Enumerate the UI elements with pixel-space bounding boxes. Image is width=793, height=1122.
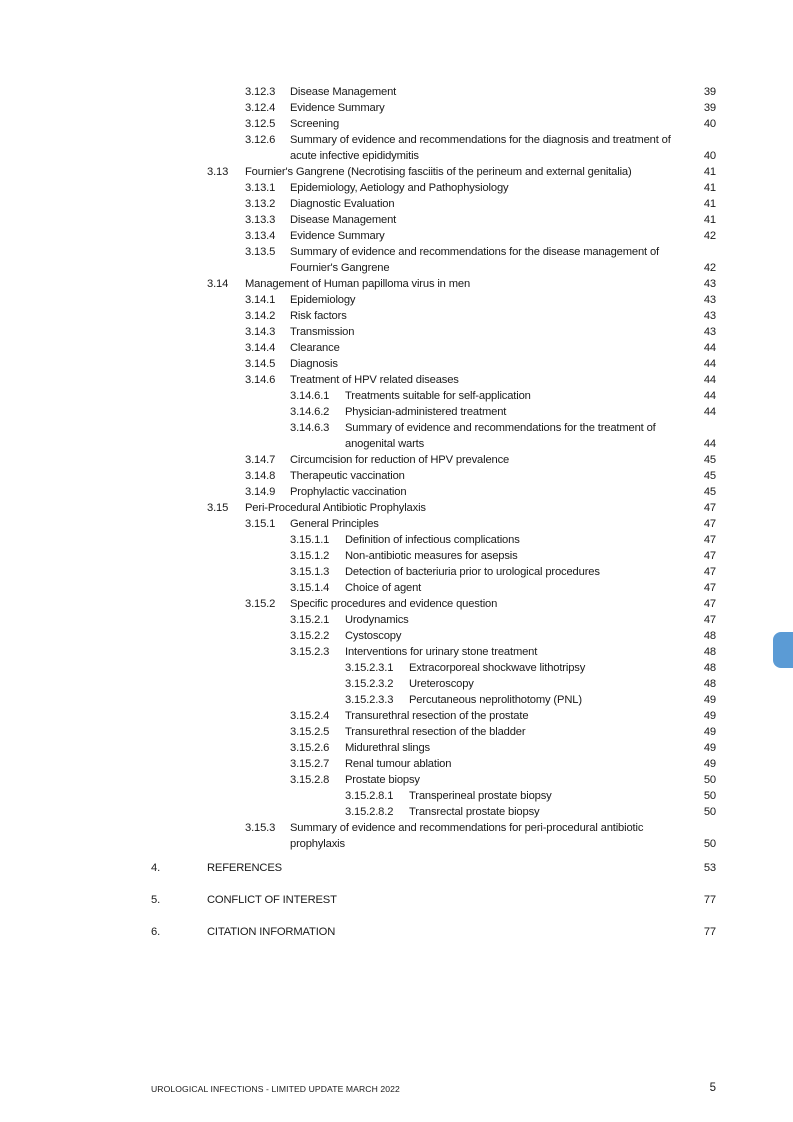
toc-entry-page: 41: [703, 198, 716, 210]
toc-entry-number: 3.15.2.8.2: [345, 806, 394, 818]
toc-entry-page: 44: [703, 374, 716, 386]
toc-entry[interactable]: [0, 196, 793, 212]
toc-entry-number: 3.14.1: [245, 294, 276, 306]
toc-entry-page: 41: [703, 182, 716, 194]
toc-entry[interactable]: [0, 884, 793, 916]
toc-entry[interactable]: [0, 628, 793, 644]
toc-entry-number: 3.14.8: [245, 470, 276, 482]
toc-entry[interactable]: [0, 516, 793, 532]
toc-entry-number: 3.15.2.5: [290, 726, 330, 738]
toc-entry[interactable]: [0, 388, 793, 404]
toc-entry-title: Diagnosis: [290, 358, 338, 370]
toc-entry-number: 3.15.1.1: [290, 534, 330, 546]
toc-entry-number: 3.13.5: [245, 246, 276, 258]
toc-entry[interactable]: [0, 724, 793, 740]
toc-entry-page: 77: [703, 926, 716, 938]
toc-entry-number: 3.15.1.4: [290, 582, 330, 594]
toc-entry-title: Risk factors: [290, 310, 347, 322]
toc-entry-title: Epidemiology, Aetiology and Pathophysiology: [290, 182, 509, 194]
toc-entry-number: 3.15.2.3.1: [345, 662, 394, 674]
toc-entry-title: Midurethral slings: [345, 742, 430, 754]
toc-entry-page: 48: [703, 646, 716, 658]
toc-entry-number: 3.14.4: [245, 342, 276, 354]
toc-entry-title: REFERENCES: [207, 862, 282, 874]
toc-entry-page: 47: [703, 518, 716, 530]
toc-entry-page: 44: [703, 390, 716, 402]
toc-entry-number: 3.14.5: [245, 358, 276, 370]
toc-entry-number: 3.15.2.6: [290, 742, 330, 754]
toc-entry-title: Percutaneous neprolithotomy (PNL): [409, 694, 582, 706]
toc-entry[interactable]: [0, 788, 793, 804]
toc-entry[interactable]: [0, 324, 793, 340]
toc-entry-page: 42: [703, 230, 716, 242]
toc-entry-number: 3.15.3: [245, 822, 276, 834]
toc-entry[interactable]: [0, 356, 793, 372]
toc-entry-title: Evidence Summary: [290, 230, 385, 242]
table-of-contents: [0, 84, 793, 948]
toc-entry-title: Prophylactic vaccination: [290, 486, 407, 498]
toc-entry-page: 41: [703, 166, 716, 178]
toc-entry[interactable]: [0, 756, 793, 772]
toc-entry[interactable]: [0, 916, 793, 948]
toc-entry-title: CONFLICT OF INTEREST: [207, 894, 337, 906]
toc-entry[interactable]: [0, 804, 793, 820]
toc-entry-page: 49: [703, 726, 716, 738]
toc-entry-number: 3.12.6: [245, 134, 276, 146]
toc-entry-number: 3.15.2.1: [290, 614, 330, 626]
toc-entry[interactable]: [0, 612, 793, 628]
toc-entry-title: Peri-Procedural Antibiotic Prophylaxis: [245, 502, 426, 514]
toc-entry[interactable]: [0, 548, 793, 564]
toc-entry-number: 3.15.2.8: [290, 774, 330, 786]
toc-entry-number: 3.13.1: [245, 182, 276, 194]
toc-entry-title: Disease Management: [290, 86, 397, 98]
toc-entry-title: Summary of evidence and recommendations for peri-procedural antibiotic prophylaxis: [290, 822, 644, 850]
toc-entry[interactable]: [0, 852, 793, 884]
toc-entry-number: 3.14.6: [245, 374, 276, 386]
toc-entry-number: 3.14.6.1: [290, 390, 330, 402]
toc-entry[interactable]: [0, 500, 793, 516]
toc-entry-page: 40: [703, 150, 716, 162]
toc-entry-number: 3.14.9: [245, 486, 276, 498]
toc-entry-page: 47: [703, 614, 716, 626]
toc-entry-number: 3.14.6.2: [290, 406, 330, 418]
toc-entry-number: 3.15.2.8.1: [345, 790, 394, 802]
toc-entry-page: 47: [703, 582, 716, 594]
toc-entry-number: 3.13.3: [245, 214, 276, 226]
toc-entry[interactable]: [0, 340, 793, 356]
toc-entry[interactable]: [0, 692, 793, 708]
toc-entry-page: 45: [703, 486, 716, 498]
toc-entry-page: 44: [703, 342, 716, 354]
toc-entry-title: CITATION INFORMATION: [207, 926, 336, 938]
toc-entry-page: 43: [703, 310, 716, 322]
toc-entry-number: 3.12.5: [245, 118, 276, 130]
toc-entry[interactable]: [0, 244, 793, 276]
toc-entry-page: 47: [703, 566, 716, 578]
toc-entry-title: Summary of evidence and recommendations for the diagnosis and treatment of acute infective epididymitis: [290, 134, 671, 162]
toc-entry-title: Diagnostic Evaluation: [290, 198, 395, 210]
toc-entry-page: 48: [703, 662, 716, 674]
toc-entry-number: 3.15.2: [245, 598, 276, 610]
toc-entry-title: Cystoscopy: [345, 630, 402, 642]
toc-entry-page: 42: [703, 262, 716, 274]
section-tab-marker: [773, 632, 793, 668]
toc-entry-number: 3.14: [207, 278, 229, 290]
toc-entry[interactable]: [0, 180, 793, 196]
toc-entry-page: 45: [703, 454, 716, 466]
toc-entry-title: Interventions for urinary stone treatment: [345, 646, 538, 658]
toc-entry-title: Transperineal prostate biopsy: [409, 790, 552, 802]
toc-entry[interactable]: [0, 308, 793, 324]
toc-entry[interactable]: [0, 132, 793, 164]
toc-entry-title: Disease Management: [290, 214, 397, 226]
toc-entry-title: Non-antibiotic measures for asepsis: [345, 550, 518, 562]
toc-entry-title: Urodynamics: [345, 614, 409, 626]
toc-entry-title: Definition of infectious complications: [345, 534, 520, 546]
toc-entry-number: 3.15.2.3.3: [345, 694, 394, 706]
toc-entry-title: Summary of evidence and recommendations for the disease management of Fournier's Gangrene: [290, 246, 659, 274]
toc-entry-page: 47: [703, 550, 716, 562]
toc-entry-page: 53: [703, 862, 716, 874]
toc-entry[interactable]: [0, 420, 793, 452]
footer-document-title: UROLOGICAL INFECTIONS - LIMITED UPDATE MARCH 2022: [151, 1084, 400, 1094]
toc-entry-number: 3.13: [207, 166, 229, 178]
toc-entry[interactable]: [0, 100, 793, 116]
toc-entry-number: 3.14.7: [245, 454, 276, 466]
toc-entry-title: Evidence Summary: [290, 102, 385, 114]
toc-entry-page: 50: [703, 838, 716, 850]
toc-entry-title: Specific procedures and evidence question: [290, 598, 498, 610]
toc-entry-page: 44: [703, 438, 716, 450]
toc-entry-number: 6.: [151, 926, 161, 938]
toc-entry-title: Management of Human papilloma virus in men: [245, 278, 471, 290]
toc-entry-page: 77: [703, 894, 716, 906]
toc-entry-title: Transurethral resection of the bladder: [345, 726, 526, 738]
toc-entry-number: 5.: [151, 894, 161, 906]
toc-entry[interactable]: [0, 532, 793, 548]
toc-entry-title: Ureteroscopy: [409, 678, 474, 690]
toc-entry-page: 44: [703, 406, 716, 418]
toc-entry[interactable]: [0, 660, 793, 676]
toc-entry-number: 3.15.2.4: [290, 710, 330, 722]
toc-entry-title: Transrectal prostate biopsy: [409, 806, 540, 818]
toc-entry-title: Prostate biopsy: [345, 774, 420, 786]
toc-entry-page: 50: [703, 790, 716, 802]
toc-entry-page: 49: [703, 694, 716, 706]
toc-entry-number: 4.: [151, 862, 161, 874]
toc-entry[interactable]: [0, 212, 793, 228]
toc-entry[interactable]: [0, 372, 793, 388]
toc-entry-number: 3.15.2.7: [290, 758, 330, 770]
toc-entry-page: 41: [703, 214, 716, 226]
toc-entry-title: Detection of bacteriuria prior to urological procedures: [345, 566, 600, 578]
toc-entry-number: 3.15.1.2: [290, 550, 330, 562]
toc-entry-page: 43: [703, 278, 716, 290]
toc-entry[interactable]: [0, 276, 793, 292]
toc-entry-number: 3.13.2: [245, 198, 276, 210]
toc-entry-page: 50: [703, 774, 716, 786]
footer-page-number: 5: [709, 1082, 716, 1094]
toc-entry-page: 50: [703, 806, 716, 818]
toc-entry-number: 3.15.1.3: [290, 566, 330, 578]
toc-entry[interactable]: [0, 772, 793, 788]
toc-entry[interactable]: [0, 452, 793, 468]
toc-entry[interactable]: [0, 820, 793, 852]
toc-entry-title: Choice of agent: [345, 582, 422, 594]
toc-entry-number: 3.12.3: [245, 86, 276, 98]
toc-entry-page: 44: [703, 358, 716, 370]
toc-entry-page: 39: [703, 86, 716, 98]
toc-entry-number: 3.15.2.2: [290, 630, 330, 642]
toc-entry-title: Therapeutic vaccination: [290, 470, 405, 482]
toc-entry[interactable]: [0, 84, 793, 100]
toc-entry-page: 43: [703, 294, 716, 306]
toc-entry[interactable]: [0, 740, 793, 756]
toc-entry-title: Clearance: [290, 342, 340, 354]
toc-entry[interactable]: [0, 644, 793, 660]
toc-entry-page: 49: [703, 758, 716, 770]
toc-entry[interactable]: [0, 164, 793, 180]
toc-entry-title: Renal tumour ablation: [345, 758, 452, 770]
toc-entry-page: 49: [703, 710, 716, 722]
toc-entry-page: 49: [703, 742, 716, 754]
toc-entry-title: Treatments suitable for self-application: [345, 390, 531, 402]
toc-entry-page: 48: [703, 678, 716, 690]
toc-entry-page: 39: [703, 102, 716, 114]
toc-entry[interactable]: [0, 484, 793, 500]
toc-entry[interactable]: [0, 708, 793, 724]
toc-entry[interactable]: [0, 596, 793, 612]
toc-entry-number: 3.14.3: [245, 326, 276, 338]
toc-entry-title: Physician-administered treatment: [345, 406, 507, 418]
toc-entry-title: Summary of evidence and recommendations for the treatment of anogenital warts: [345, 422, 656, 450]
toc-entry-title: Extracorporeal shockwave lithotripsy: [409, 662, 586, 674]
toc-entry-number: 3.14.6.3: [290, 422, 330, 434]
toc-entry-number: 3.14.2: [245, 310, 276, 322]
toc-entry-title: Epidemiology: [290, 294, 356, 306]
toc-entry-page: 48: [703, 630, 716, 642]
toc-entry[interactable]: [0, 292, 793, 308]
toc-entry-page: 47: [703, 534, 716, 546]
toc-entry-title: Transurethral resection of the prostate: [345, 710, 529, 722]
toc-entry-page: 43: [703, 326, 716, 338]
toc-entry-number: 3.13.4: [245, 230, 276, 242]
toc-entry-title: Fournier's Gangrene (Necrotising fasciitis of the perineum and external genitalia): [245, 166, 632, 178]
toc-entry-page: 40: [703, 118, 716, 130]
toc-entry-title: Circumcision for reduction of HPV prevalence: [290, 454, 510, 466]
toc-entry-number: 3.15.1: [245, 518, 276, 530]
toc-entry-page: 47: [703, 502, 716, 514]
toc-entry[interactable]: [0, 564, 793, 580]
toc-entry[interactable]: [0, 676, 793, 692]
toc-entry-number: 3.15.2.3: [290, 646, 330, 658]
toc-entry-number: 3.15.2.3.2: [345, 678, 394, 690]
toc-entry[interactable]: [0, 116, 793, 132]
toc-entry-number: 3.12.4: [245, 102, 276, 114]
toc-entry-title: Treatment of HPV related diseases: [290, 374, 459, 386]
toc-entry-page: 47: [703, 598, 716, 610]
toc-entry[interactable]: [0, 228, 793, 244]
toc-entry[interactable]: [0, 404, 793, 420]
toc-entry-title: General Principles: [290, 518, 379, 530]
toc-entry-number: 3.15: [207, 502, 229, 514]
toc-entry-title: Transmission: [290, 326, 355, 338]
toc-entry-title: Screening: [290, 118, 340, 130]
toc-entry[interactable]: [0, 468, 793, 484]
toc-entry-page: 45: [703, 470, 716, 482]
toc-entry[interactable]: [0, 580, 793, 596]
